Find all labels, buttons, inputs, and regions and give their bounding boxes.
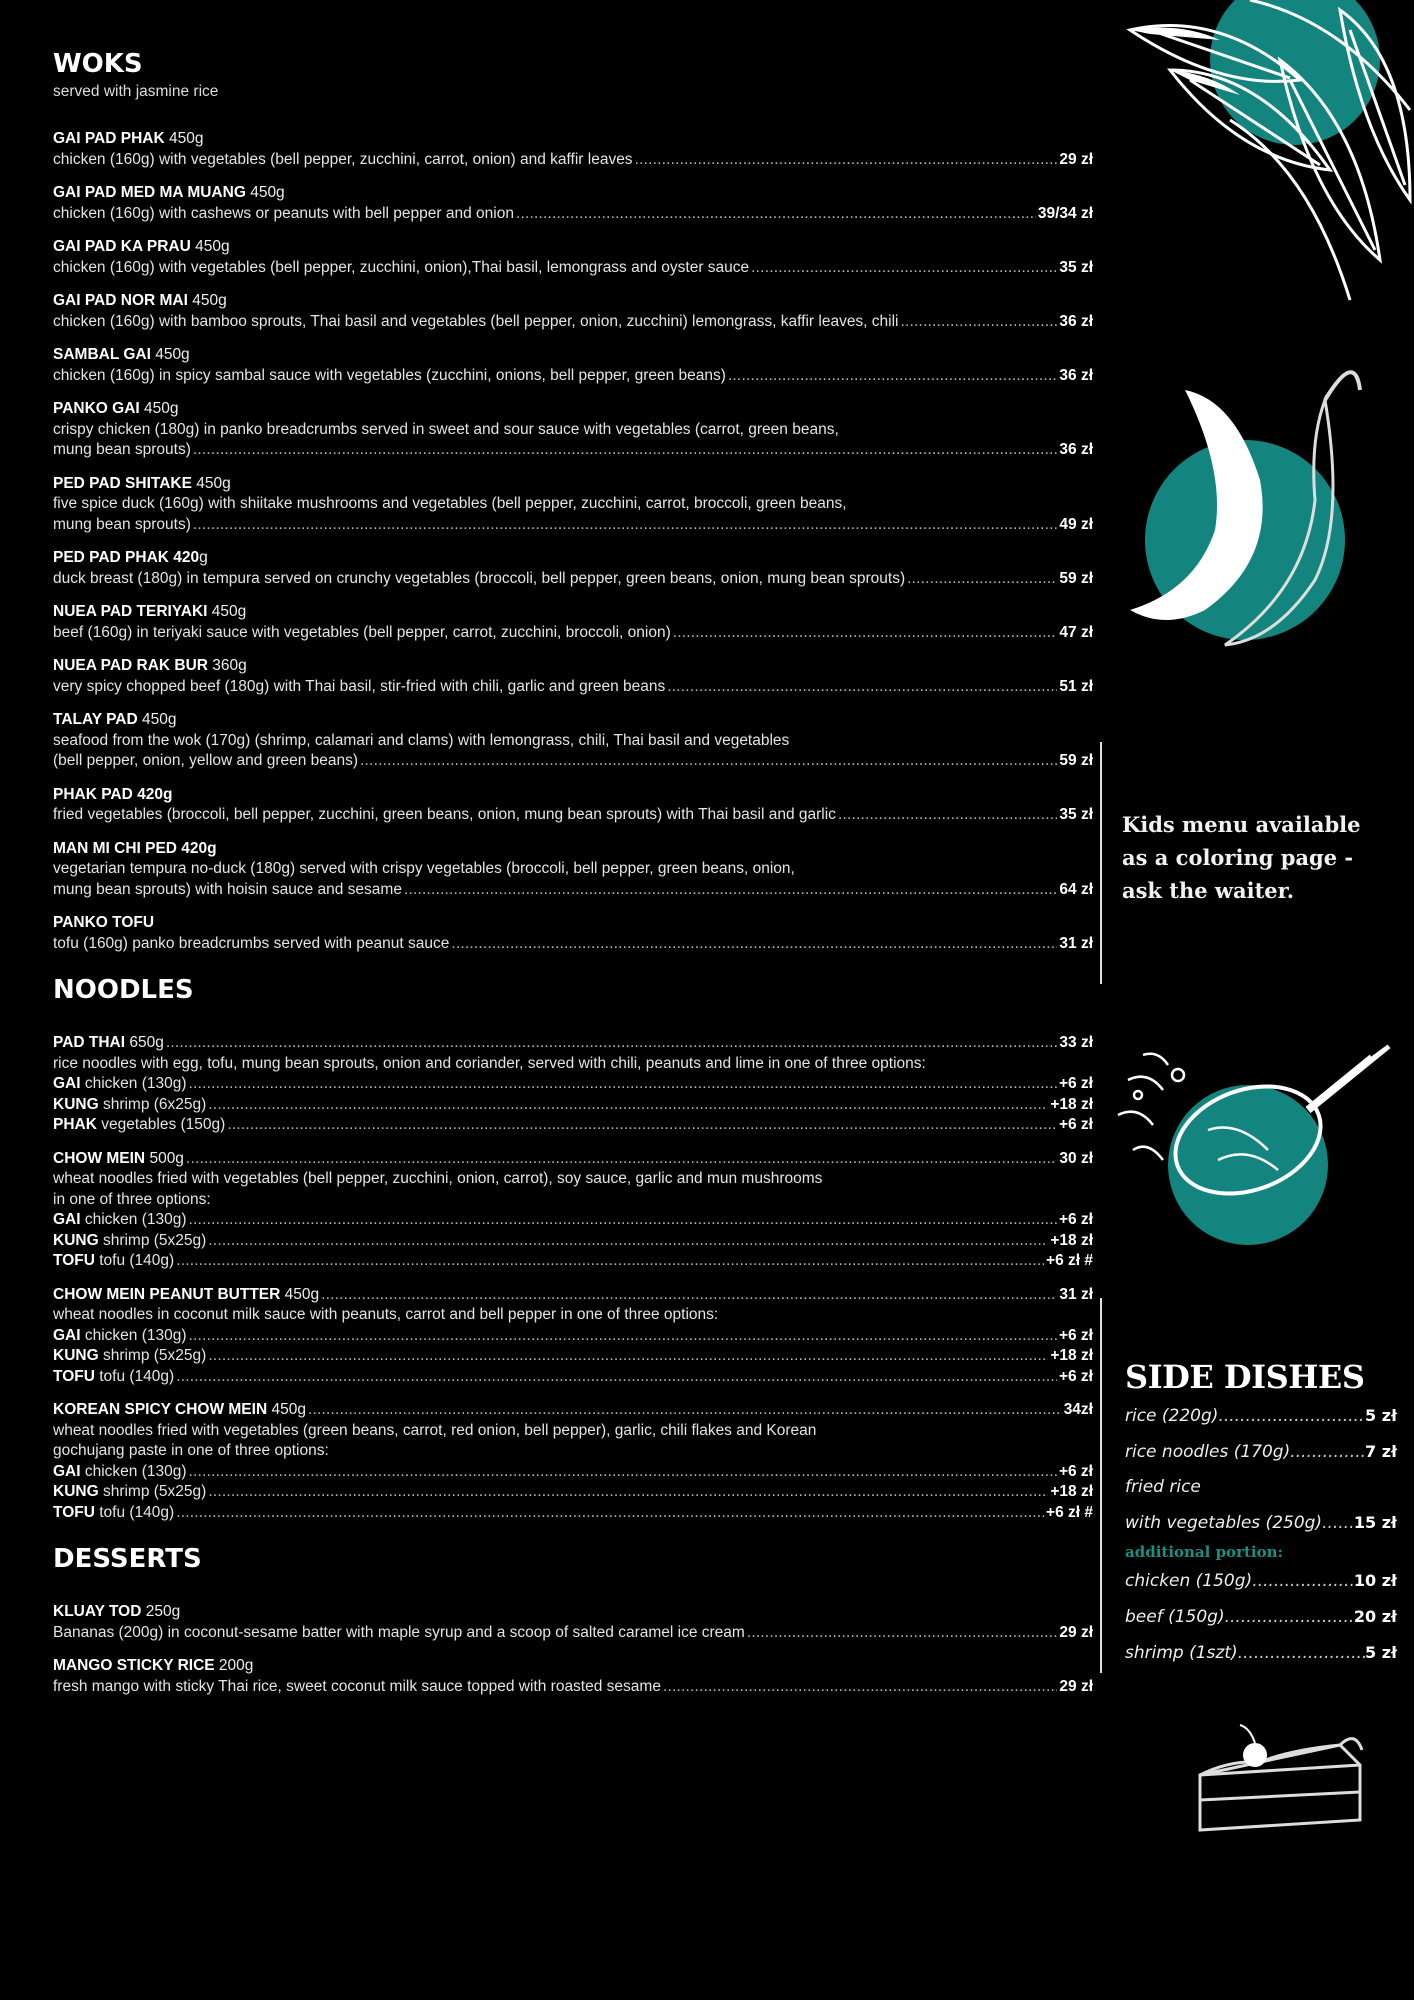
item-header xyxy=(53,548,1113,569)
menu-line xyxy=(53,494,1093,515)
option-text: shrimp (5x25g) xyxy=(98,1483,207,1500)
option-name: PHAK xyxy=(53,1116,97,1133)
dot-leader xyxy=(673,623,1058,644)
item-name: PANKO TOFU xyxy=(53,914,155,931)
item-description: chicken (160g) with cashews or peanuts with bell pepper and onion xyxy=(53,204,514,222)
option-name: TOFU xyxy=(53,1503,95,1521)
item-description: seafood from the wok (170g) (shrimp, calamari and clams) with lemongrass, chili, Thai basil and vegetables xyxy=(53,731,790,749)
item-weight: 450g xyxy=(164,130,204,147)
side-dish-row xyxy=(1125,1563,1397,1599)
item-header xyxy=(53,785,1113,806)
menu-item xyxy=(53,399,1113,461)
item-name: PANKO GAI xyxy=(53,400,140,417)
menu-item xyxy=(53,1656,1113,1697)
item-description: wheat noodles fried with vegetables (bell pepper, zucchini, onion, carrot), soy sauce, garlic and mun mushrooms xyxy=(53,1170,823,1187)
item-price: 59 zł xyxy=(1059,569,1093,587)
menu-item xyxy=(53,1033,1113,1136)
dot-leader xyxy=(186,1149,1057,1170)
option-label xyxy=(53,1346,206,1367)
item-price: 36 zł xyxy=(1059,312,1093,330)
item-description: tofu (160g) panko breadcrumbs served with peanut sauce xyxy=(53,934,450,952)
item-description: chicken (160g) with vegetables (bell pepper, zucchini, carrot, onion) and kaffir leaves xyxy=(53,150,633,168)
item-header xyxy=(53,237,1113,258)
item-weight: 360g xyxy=(208,657,247,674)
item-name: KOREAN SPICY CHOW MEIN xyxy=(53,1401,268,1418)
item-price: 51 zł xyxy=(1059,677,1093,695)
item-name: SAMBAL GAI xyxy=(53,346,151,363)
option-name: KUNG xyxy=(53,1095,99,1113)
dot-leader xyxy=(193,440,1058,461)
item-description: beef (160g) in teriyaki sauce with vegetables (bell pepper, carrot, zucchini, broccoli, onion) xyxy=(53,623,671,641)
side-dish-name: shrimp (1szt) xyxy=(1125,1643,1238,1663)
dot-leader xyxy=(751,258,1057,279)
item-name: GAI PAD KA PRAU xyxy=(53,238,191,255)
item-description: chicken (160g) with vegetables (bell pepper, zucchini, onion),Thai basil, lemongrass and oyster sauce xyxy=(53,258,750,276)
item-name: GAI PAD NOR MAI xyxy=(53,292,188,309)
side-dish-name: rice (220g) xyxy=(1125,1406,1219,1426)
side-dish-price: 5 zł xyxy=(1365,1406,1397,1425)
item-header xyxy=(53,602,1113,623)
section-subtitle: served with jasmine rice xyxy=(53,83,219,100)
item-header xyxy=(53,710,1113,731)
dot-leader xyxy=(663,1677,1057,1698)
item-weight: 450g xyxy=(207,603,247,620)
menu-line xyxy=(53,204,1093,225)
option-name: KUNG xyxy=(53,1231,99,1249)
option-price: +18 zł xyxy=(1050,1347,1093,1364)
dot-leader xyxy=(451,934,1057,955)
menu-item xyxy=(53,1400,1113,1523)
item-weight: 450g xyxy=(245,184,285,201)
divider-line-lower xyxy=(1100,1298,1102,1673)
dot-leader xyxy=(193,515,1058,536)
menu-line xyxy=(53,880,1093,901)
option-label xyxy=(53,1210,187,1231)
item-price: 39/34 zł xyxy=(1037,204,1093,222)
option-text: tofu (140g) xyxy=(94,1252,175,1269)
option-line xyxy=(53,1095,1093,1116)
menu-line xyxy=(53,150,1093,171)
item-price: 29 zł xyxy=(1059,1623,1093,1641)
menu-item xyxy=(53,291,1113,332)
kids-note-line: as a coloring page - xyxy=(1122,845,1354,870)
item-price: 30 zł xyxy=(1059,1149,1093,1167)
dot-leader xyxy=(189,1210,1057,1231)
side-dishes-panel xyxy=(1125,1356,1397,1671)
dot-leader xyxy=(189,1326,1057,1347)
menu-line xyxy=(53,569,1093,590)
side-dish-name: rice noodles (170g) xyxy=(1125,1442,1291,1462)
side-dishes-title: SIDE DISHES xyxy=(1125,1358,1365,1396)
option-text: shrimp (6x25g) xyxy=(98,1095,207,1113)
spacer xyxy=(53,102,1113,116)
option-text: tofu (140g) xyxy=(94,1503,175,1521)
option-line xyxy=(53,1326,1093,1347)
item-weight: 500g xyxy=(145,1149,184,1167)
option-line xyxy=(53,1210,1093,1231)
item-weight: 450g xyxy=(139,400,179,417)
item-price: 31 zł xyxy=(1059,1285,1093,1303)
item-description: wheat noodles fried with vegetables (green beans, carrot, red onion, bell pepper), garlic, chili flakes and Korean xyxy=(53,1421,817,1439)
item-weight: 450g xyxy=(267,1401,306,1418)
item-description: gochujang paste in one of three options: xyxy=(53,1442,329,1459)
side-dish-price: 7 zł xyxy=(1365,1442,1397,1461)
item-description: duck breast (180g) in tempura served on crunchy vegetables (broccoli, bell pepper, green beans, onion, mung bean sprouts) xyxy=(53,569,906,587)
option-price: +6 zł xyxy=(1058,1075,1093,1092)
spacer xyxy=(53,1523,1113,1543)
item-title xyxy=(53,1149,184,1170)
menu-item xyxy=(53,129,1113,170)
menu-line xyxy=(53,440,1093,461)
dot-leader xyxy=(189,1074,1057,1095)
cake-slice-icon xyxy=(1190,1720,1370,1840)
item-weight: 450g xyxy=(190,238,230,255)
item-description: fried vegetables (broccoli, bell pepper, zucchini, green beans, onion, mung bean sprouts) with Thai basil and garlic xyxy=(53,806,836,823)
item-header xyxy=(53,183,1113,204)
menu-line xyxy=(53,677,1093,698)
menu-line xyxy=(53,751,1093,772)
item-price: 29 zł xyxy=(1059,150,1093,168)
menu-item xyxy=(53,345,1113,386)
option-text: shrimp (5x25g) xyxy=(98,1231,207,1249)
dot-leader xyxy=(308,1400,1062,1421)
option-label xyxy=(53,1074,187,1095)
side-dish-row xyxy=(1125,1635,1397,1671)
dot-leader xyxy=(747,1623,1058,1644)
option-text: chicken (130g) xyxy=(80,1326,187,1344)
item-price: 36 zł xyxy=(1059,441,1093,458)
section-title: DESSERTS xyxy=(53,1544,202,1574)
option-text: tofu (140g) xyxy=(94,1367,175,1385)
item-name: MANGO STICKY RICE xyxy=(53,1657,215,1674)
option-price: +18 zł xyxy=(1050,1231,1093,1249)
item-header xyxy=(53,839,1113,860)
item-description: wheat noodles in coconut milk sauce with peanuts, carrot and bell pepper in one of three options: xyxy=(53,1306,719,1323)
item-name: GAI PAD PHAK xyxy=(53,130,165,147)
item-weight: g xyxy=(199,549,208,566)
dot-leader xyxy=(208,1095,1048,1116)
item-price: 36 zł xyxy=(1059,366,1093,384)
menu-column xyxy=(53,48,1113,1697)
spacer xyxy=(53,1006,1113,1020)
option-name: GAI xyxy=(53,1211,81,1228)
item-header xyxy=(53,1602,1113,1623)
option-label xyxy=(53,1503,174,1524)
item-header xyxy=(53,1033,1093,1054)
item-weight: 650g xyxy=(125,1034,164,1051)
option-price: +6 zł xyxy=(1058,1326,1093,1344)
item-description: vegetarian tempura no-duck (180g) served with crispy vegetables (broccoli, bell pepper, green beans, onion, xyxy=(53,860,795,877)
dot-leader xyxy=(176,1503,1044,1524)
option-name: GAI xyxy=(53,1462,81,1480)
menu-item xyxy=(53,1149,1113,1272)
dot-leader xyxy=(189,1462,1057,1483)
option-line xyxy=(53,1251,1093,1272)
dot-leader xyxy=(516,204,1036,225)
option-price: +18 zł xyxy=(1050,1095,1093,1113)
item-weight: 450g xyxy=(280,1285,320,1303)
side-dish-row xyxy=(1125,1599,1397,1635)
kids-note-line: Kids menu available xyxy=(1122,812,1361,837)
option-text: shrimp (5x25g) xyxy=(98,1347,207,1364)
item-weight: 450g xyxy=(137,711,177,728)
dot-leader xyxy=(208,1346,1048,1367)
option-label xyxy=(53,1482,206,1503)
item-weight: 450g xyxy=(150,346,190,363)
item-header xyxy=(53,1400,1093,1421)
item-description: in one of three options: xyxy=(53,1190,211,1208)
option-name: GAI xyxy=(53,1326,81,1344)
item-title xyxy=(53,1033,164,1054)
option-line xyxy=(53,1482,1093,1503)
item-name: TALAY PAD xyxy=(53,711,138,728)
option-label xyxy=(53,1326,187,1347)
side-dish-price: 10 zł xyxy=(1353,1571,1397,1590)
option-name: KUNG xyxy=(53,1347,99,1364)
option-name: TOFU xyxy=(53,1367,95,1385)
item-description: crispy chicken (180g) in panko breadcrumbs served in sweet and sour sauce with vegetables (carrot, green beans, xyxy=(53,420,839,438)
menu-line xyxy=(53,1677,1093,1698)
desserts-section xyxy=(53,1543,1113,1697)
item-price: 34zł xyxy=(1063,1401,1093,1418)
option-label xyxy=(53,1251,174,1272)
option-name: KUNG xyxy=(53,1483,99,1500)
option-price: +6 zł xyxy=(1058,1462,1093,1480)
woks-section xyxy=(53,48,1113,954)
option-line xyxy=(53,1074,1093,1095)
item-description: mung bean sprouts) with hoisin sauce and sesame xyxy=(53,880,402,898)
item-header xyxy=(53,1285,1093,1306)
option-line xyxy=(53,1231,1093,1252)
dot-leader xyxy=(667,677,1057,698)
option-line xyxy=(53,1346,1093,1367)
item-name: CHOW MEIN xyxy=(53,1149,146,1167)
option-price: +6 zł xyxy=(1058,1116,1093,1133)
menu-line xyxy=(53,859,1093,880)
dot-leader xyxy=(635,150,1058,171)
option-line xyxy=(53,1115,1093,1136)
item-header xyxy=(53,656,1113,677)
spacer xyxy=(53,954,1113,974)
item-header xyxy=(53,1149,1093,1170)
leaves-icon xyxy=(1110,0,1414,310)
side-dish-name: chicken (150g) xyxy=(1125,1571,1253,1591)
side-dish-price: 5 zł xyxy=(1365,1643,1397,1662)
menu-item xyxy=(53,1285,1113,1388)
menu-item xyxy=(53,548,1113,589)
item-header xyxy=(53,913,1113,934)
option-label xyxy=(53,1095,206,1116)
item-price: 31 zł xyxy=(1059,934,1093,952)
side-dish-row xyxy=(1125,1398,1397,1434)
item-name: PAD THAI xyxy=(53,1034,126,1051)
menu-line xyxy=(53,312,1093,333)
spacer xyxy=(53,1575,1113,1589)
item-description: fresh mango with sticky Thai rice, sweet coconut milk sauce topped with roasted sesame xyxy=(53,1677,661,1695)
option-price: +6 zł # xyxy=(1046,1503,1093,1521)
item-description: mung bean sprouts) xyxy=(53,441,191,458)
noodles-section xyxy=(53,974,1113,1523)
menu-line xyxy=(53,258,1093,279)
dot-leader xyxy=(728,366,1057,387)
menu-item xyxy=(53,656,1113,697)
menu-line xyxy=(53,731,1093,752)
dot-leader xyxy=(176,1367,1057,1388)
kids-menu-note xyxy=(1122,808,1392,907)
option-line xyxy=(53,1462,1093,1483)
side-dish-price: 15 zł xyxy=(1353,1513,1397,1532)
item-name: GAI PAD MED MA MUANG xyxy=(53,184,246,201)
dot-leader xyxy=(838,805,1057,826)
menu-item xyxy=(53,474,1113,536)
menu-line xyxy=(53,934,1093,955)
menu-item xyxy=(53,1602,1113,1643)
item-description: chicken (160g) with bamboo sprouts, Thai basil and vegetables (bell pepper, onion, zucchini) lemongrass, kaffir leaves, chili xyxy=(53,312,899,330)
option-text: chicken (130g) xyxy=(80,1075,187,1092)
menu-line xyxy=(53,623,1093,644)
dot-leader xyxy=(907,569,1057,590)
item-header xyxy=(53,399,1113,420)
item-price: 64 zł xyxy=(1059,880,1093,898)
section-title: NOODLES xyxy=(53,975,194,1005)
chili-pepper-icon xyxy=(1125,360,1365,660)
item-weight: 250g xyxy=(141,1603,181,1620)
item-description: chicken (160g) in spicy sambal sauce with vegetables (zucchini, onions, bell pepper, green beans) xyxy=(53,366,726,384)
item-price: 59 zł xyxy=(1059,752,1093,769)
dot-leader xyxy=(208,1231,1048,1252)
option-line xyxy=(53,1367,1093,1388)
dot-leader xyxy=(166,1033,1058,1054)
item-price: 35 zł xyxy=(1059,258,1093,276)
item-name: KLUAY TOD xyxy=(53,1603,142,1620)
side-dish-row xyxy=(1125,1470,1397,1505)
menu-item xyxy=(53,183,1113,224)
item-description: very spicy chopped beef (180g) with Thai basil, stir-fried with chili, garlic and green beans xyxy=(53,677,666,695)
dot-leader xyxy=(176,1251,1044,1272)
kids-note-line: ask the waiter. xyxy=(1122,878,1295,903)
menu-line xyxy=(53,805,1093,826)
wok-pan-icon xyxy=(1108,1030,1408,1250)
side-dish-name: fried rice xyxy=(1125,1477,1201,1497)
section-title: WOKS xyxy=(53,49,143,79)
item-title xyxy=(53,1285,319,1306)
item-price: 49 zł xyxy=(1059,515,1093,533)
option-text: vegetables (150g) xyxy=(96,1116,226,1133)
option-text: chicken (130g) xyxy=(80,1462,187,1480)
side-dish-name: with vegetables (250g) xyxy=(1125,1513,1323,1533)
menu-item xyxy=(53,602,1113,643)
item-name: NUEA PAD RAK BUR xyxy=(53,657,208,674)
item-header xyxy=(53,291,1113,312)
side-dish-row xyxy=(1125,1434,1397,1470)
menu-item xyxy=(53,913,1113,954)
menu-item xyxy=(53,839,1113,901)
item-name: PHAK PAD 420g xyxy=(53,785,173,803)
divider-line-upper xyxy=(1100,742,1102,984)
side-dish-name: beef (150g) xyxy=(1125,1607,1225,1627)
item-price: 35 zł xyxy=(1059,806,1093,823)
item-name: MAN MI CHI PED 420g xyxy=(53,839,217,857)
dot-leader xyxy=(208,1482,1048,1503)
item-title xyxy=(53,1400,306,1421)
item-price: 33 zł xyxy=(1059,1034,1093,1051)
item-name: CHOW MEIN PEANUT BUTTER xyxy=(53,1285,281,1303)
menu-item xyxy=(53,710,1113,772)
menu-item xyxy=(53,785,1113,826)
side-dish-row xyxy=(1125,1505,1397,1541)
item-header xyxy=(53,1656,1113,1677)
dot-leader xyxy=(404,880,1057,901)
item-name: PED PAD SHITAKE xyxy=(53,474,192,492)
item-name: PED PAD PHAK 420 xyxy=(53,549,200,566)
option-label xyxy=(53,1115,225,1136)
option-price: +6 zł # xyxy=(1046,1252,1093,1269)
option-label xyxy=(53,1367,174,1388)
item-description: five spice duck (160g) with shiitake mushrooms and vegetables (bell pepper, zucchini, carrot, broccoli, green beans, xyxy=(53,495,847,512)
dot-leader xyxy=(227,1115,1057,1136)
menu-line xyxy=(53,420,1093,441)
menu-item xyxy=(53,237,1113,278)
item-description: mung bean sprouts) xyxy=(53,515,191,533)
item-name: NUEA PAD TERIYAKI xyxy=(53,603,208,620)
additional-portion-label: additional portion: xyxy=(1125,1543,1284,1561)
dot-leader xyxy=(901,312,1058,333)
item-description: rice noodles with egg, tofu, mung bean sprouts, onion and coriander, served with chili, peanuts and lime in one of three options: xyxy=(53,1054,926,1072)
item-weight: 200g xyxy=(214,1657,254,1674)
menu-line xyxy=(53,366,1093,387)
option-name: TOFU xyxy=(53,1252,95,1269)
option-price: +6 zł xyxy=(1058,1367,1093,1385)
item-price: 29 zł xyxy=(1059,1677,1093,1695)
item-weight: 450g xyxy=(187,292,227,309)
option-line xyxy=(53,1503,1093,1524)
dot-leader xyxy=(321,1285,1057,1306)
item-description: (bell pepper, onion, yellow and green beans) xyxy=(53,752,359,769)
option-label xyxy=(53,1231,206,1252)
item-price: 47 zł xyxy=(1059,623,1093,641)
option-text: chicken (130g) xyxy=(80,1211,187,1228)
option-name: GAI xyxy=(53,1075,81,1092)
menu-line xyxy=(53,515,1093,536)
item-header xyxy=(53,474,1113,495)
item-header xyxy=(53,129,1113,150)
option-price: +6 zł xyxy=(1058,1211,1093,1228)
option-label xyxy=(53,1462,187,1483)
item-header xyxy=(53,345,1113,366)
item-description: Bananas (200g) in coconut-sesame batter with maple syrup and a scoop of salted caramel ice cream xyxy=(53,1623,745,1641)
side-dish-price: 20 zł xyxy=(1353,1607,1397,1626)
dot-leader xyxy=(360,751,1057,772)
menu-line xyxy=(53,1623,1093,1644)
item-weight: 450g xyxy=(191,474,231,492)
option-price: +18 zł xyxy=(1050,1483,1093,1500)
